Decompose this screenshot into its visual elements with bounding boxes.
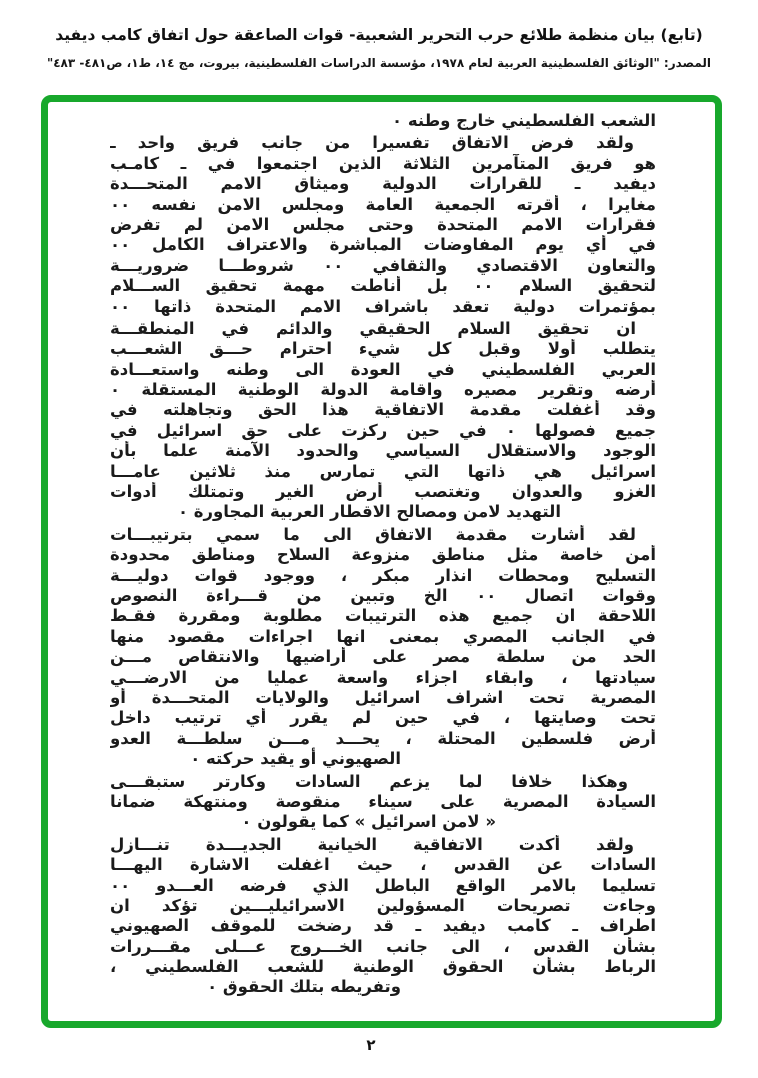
text-line: ديفيد ـ للقرارات الدولية وميثاق الامم المتحـــدة: [110, 174, 656, 194]
text-line: السادات عن القدس ، حيث اغفلت الاشارة اليهـــا: [110, 855, 656, 875]
text-line: التسليح ومحطات انذار مبكر ، ووجود قوات دوليـــة: [110, 565, 656, 585]
text-line: المصرية تحت اشراف اسرائيل والولايات المتحـــدة أو: [110, 687, 656, 707]
text-line: ولقد أكدت الاتفاقية الخيانية الجديـــدة تنـــازل: [110, 834, 634, 854]
text-line: تسليما بالامر الواقع الباطل الذي فرضه العـــدو ٠٠: [110, 875, 656, 895]
text-line: في الجانب المصري بمعنى انها اجراءات مقصود منها: [110, 626, 656, 646]
text-line: في أي يوم المفاوضات المباشرة والاعتراف الكامل ٠٠: [110, 235, 656, 255]
paragraph: [110, 111, 656, 131]
text-line: الوجود والاستقلال السياسي والحدود الآمنة علما بأن: [110, 441, 656, 461]
text-line: ان تحقيق السلام الحقيقي والدائم في المنطقـــة: [110, 318, 636, 338]
paragraph: [110, 525, 656, 770]
text-line: فقرارات الامم المتحدة وحتى مجلس الامن لم تفرض: [110, 214, 656, 234]
paragraph: [110, 772, 656, 833]
text-line: اللاحقة ان جميع هذه الترتيبات مطلوبة ومقررة فقـط: [110, 606, 656, 626]
text-line: جميع فصولها ٠ في حين ركزت على حق اسرائيل في: [110, 420, 656, 440]
paragraph: [110, 133, 656, 317]
text-line: لتحقيق السلام ٠٠ بل أناطت مهمة تحقيق الســـلام: [110, 276, 656, 296]
text-line: بشأن القدس ، الى جانب الخـــروج عـــلى مقـــررات: [110, 936, 656, 956]
paragraph: [110, 319, 656, 523]
text-line: السيادة المصرية على سيناء منقوصة ومنتهكة ضمانا: [110, 791, 656, 811]
text-line: تحت وصايتها ، في حين لم يقرر أي ترتيب داخل: [110, 708, 656, 728]
text-line: مغايرا ، أقرته الجمعية العامة ومجلس الامن نفسه ٠٠: [110, 194, 656, 214]
paragraph: [110, 835, 656, 998]
document-body: [110, 111, 656, 1000]
text-line: التهديد لامن ومصالح الاقطار العربية المجاورة ٠: [177, 502, 561, 522]
text-line: أمن خاصة مثل مناطق منزوعة السلاح ومناطق محدودة: [110, 545, 656, 565]
text-line: أرض فلسطين المحتلة ، يحـــد مـــن سلطـــة العدو: [110, 728, 656, 748]
text-line: الغزو والعدوان وتغتصب أرض الغير وتمتلك أدوات: [110, 482, 656, 502]
text-line: الصهيوني أو يقيد حركته ٠: [190, 749, 401, 769]
text-line: « لامن اسرائيل » كما يقولون ٠: [241, 812, 496, 832]
text-line: ولقد فرض الاتفاق تفسيرا من جانب فريق واحد ـ: [110, 133, 634, 153]
text-line: اطراف ـ كامب ديفيد ـ قد رضخت للموقف الصهيوني: [110, 916, 656, 936]
text-line: وجاءت تصريحات المسؤولين الاسرائيليـــين تؤكد ان: [110, 895, 656, 915]
text-line: الشعب الفلسطيني خارج وطنه ٠: [392, 111, 656, 130]
text-line: بمؤتمرات دولية تعقد باشراف الامم المتحدة ذاتها ٠٠: [110, 296, 656, 316]
document-title: (تابع) بيان منظمة طلائع حرب التحرير الشعبية- قوات الصاعقة حول اتفاق كامب ديفيد: [55, 26, 703, 44]
text-line: وهكذا خلافا لما يزعم السادات وكارتر ستبقـــى: [110, 771, 628, 791]
text-line: أرضه وتقرير مصيره واقامة الدولة الوطنية المستقلة ٠: [110, 380, 656, 400]
text-line: هو فريق المتآمرين الثلاثة الذين اجتمعوا في ـ كامـب: [110, 153, 656, 173]
page-number: ٢: [366, 1036, 376, 1054]
text-line: يتطلب أولا وقبل كل شيء احترام حـــق الشعـــب: [110, 339, 656, 359]
text-line: لقد أشارت مقدمة الاتفاق الى ما سمي بترتيبـــات: [110, 524, 636, 544]
text-line: اسرائيل هي ذاتها التي تمارس منذ ثلاثين عامـــا: [110, 461, 656, 481]
text-line: الرباط بشأن الحقوق الوطنية للشعب الفلسطيني ،: [110, 957, 656, 977]
text-line: الحد من سلطة مصر على أراضيها والانتقاص مـــن: [110, 647, 656, 667]
text-line: العربي الفلسطيني في العودة الى وطنه واستعـــادة: [110, 359, 656, 379]
text-line: وتفريطه بتلك الحقوق ٠: [207, 977, 401, 997]
text-line: والتعاون الاقتصادي والثقافي ٠٠ شروطـــا ضروريـــة: [110, 255, 656, 275]
text-line: وقد أغفلت مقدمة الاتفاقية هذا الحق وتجاهلته في: [110, 400, 656, 420]
document-source: المصدر: "الوثائق الفلسطينية العربية لعام ١٩٧٨، مؤسسة الدراسات الفلسطينية، بيروت، مج ١٤، ط١، ص٤٨١- ٤٨٣": [46, 56, 712, 70]
text-line: سيادتها ، وابقاء اجزاء واسعة عمليا من الارضـــي: [110, 667, 656, 687]
text-line: وقوات اتصال ٠٠ الخ وتبين من قـــراءة النصوص: [110, 586, 656, 606]
